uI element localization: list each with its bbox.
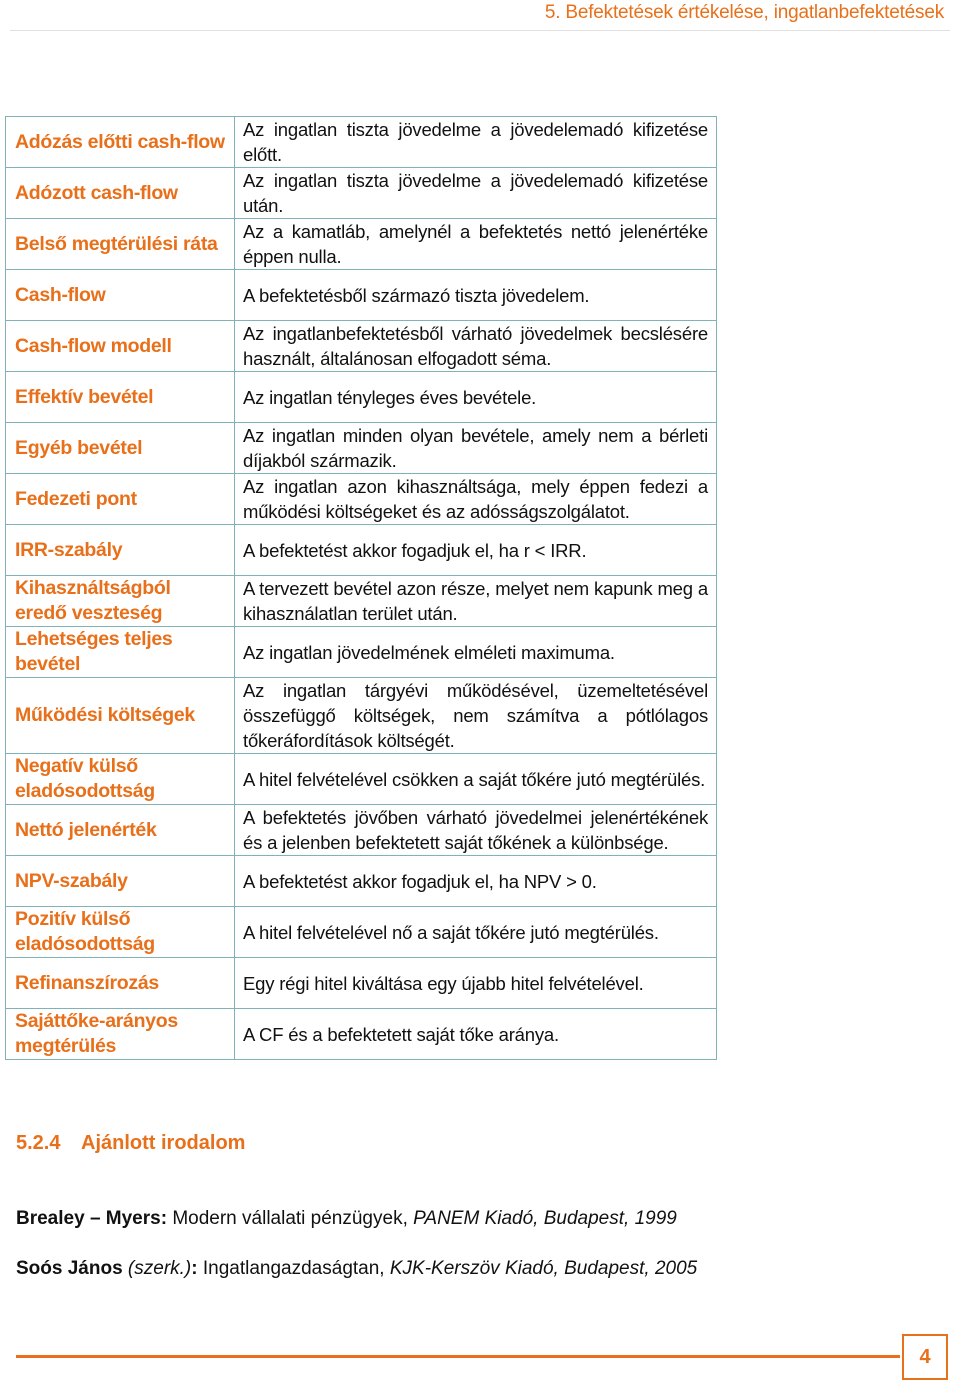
glossary-term: Működési költségek bbox=[6, 678, 235, 754]
reference-editor-note: (szerk.) bbox=[122, 1258, 192, 1279]
glossary-definition: Az ingatlanbefektetésből várható jövedelmek becslésére használt, általánosan elfogadott séma. bbox=[235, 321, 717, 372]
glossary-definition: Az ingatlan tényleges éves bevétele. bbox=[235, 372, 717, 423]
glossary-row bbox=[6, 270, 717, 321]
glossary-row bbox=[6, 576, 717, 627]
glossary-definition: A befektetés jövőben várható jövedelmei jelenértékének és a jelenben befektetett saját tőkének a különbsége. bbox=[235, 805, 717, 856]
glossary-definition: Az ingatlan minden olyan bevétele, amely nem a bérleti díjakból származik. bbox=[235, 423, 717, 474]
glossary-row bbox=[6, 525, 717, 576]
glossary-term: Cash-flow modell bbox=[6, 321, 235, 372]
glossary-definition: A tervezett bevétel azon része, melyet nem kapunk meg a kihasználatlan terület után. bbox=[235, 576, 717, 627]
glossary-term: Pozitív külső eladósodottság bbox=[6, 907, 235, 958]
section-title: Ajánlott irodalom bbox=[81, 1132, 246, 1154]
glossary-term: Adózás előtti cash-flow bbox=[6, 117, 235, 168]
glossary-term: Negatív külső eladósodottság bbox=[6, 754, 235, 805]
glossary-term: NPV-szabály bbox=[6, 856, 235, 907]
glossary-term: Belső megtérülési ráta bbox=[6, 219, 235, 270]
reference-publisher: KJK-Kerszöv Kiadó, Budapest, 2005 bbox=[389, 1258, 698, 1279]
reference-item bbox=[16, 1208, 677, 1230]
glossary-row bbox=[6, 678, 717, 754]
glossary-definition: A befektetést akkor fogadjuk el, ha r < IRR. bbox=[235, 525, 717, 576]
glossary-row bbox=[6, 754, 717, 805]
reference-item bbox=[16, 1258, 697, 1280]
glossary-definition: A hitel felvételével nő a saját tőkére jutó megtérülés. bbox=[235, 907, 717, 958]
glossary-definition: Az ingatlan azon kihasználtsága, mely éppen fedezi a működési költségeket és az adósságszolgálatot. bbox=[235, 474, 717, 525]
glossary-term: Fedezeti pont bbox=[6, 474, 235, 525]
reference-authors: Soós János bbox=[16, 1258, 123, 1279]
glossary-definition: A CF és a befektetett saját tőke aránya. bbox=[235, 1009, 717, 1060]
glossary-table bbox=[5, 116, 717, 1060]
glossary-row bbox=[6, 321, 717, 372]
glossary-term: Effektív bevétel bbox=[6, 372, 235, 423]
glossary-definition: Az ingatlan tárgyévi működésével, üzemeltetésével összefüggő költségek, nem számítva a pótlólagos tőkeráfordítások költségét. bbox=[235, 678, 717, 754]
glossary-term: Lehetséges teljes bevétel bbox=[6, 627, 235, 678]
glossary-row bbox=[6, 117, 717, 168]
glossary-definition: Az a kamatláb, amelynél a befektetés nettó jelenértéke éppen nulla. bbox=[235, 219, 717, 270]
glossary-definition: Az ingatlan tiszta jövedelme a jövedelemadó kifizetése előtt. bbox=[235, 117, 717, 168]
page-number: 4 bbox=[902, 1334, 948, 1380]
glossary-row bbox=[6, 1009, 717, 1060]
glossary-body bbox=[6, 117, 717, 1060]
glossary-definition: Egy régi hitel kiváltása egy újabb hitel felvételével. bbox=[235, 958, 717, 1009]
glossary-definition: A hitel felvételével csökken a saját tőkére jutó megtérülés. bbox=[235, 754, 717, 805]
footer-divider bbox=[16, 1355, 900, 1358]
reference-publisher: PANEM Kiadó, Budapest, 1999 bbox=[413, 1208, 677, 1229]
glossary-row bbox=[6, 856, 717, 907]
reference-title: Modern vállalati pénzügyek, bbox=[167, 1208, 414, 1229]
glossary-definition: Az ingatlan tiszta jövedelme a jövedelemadó kifizetése után. bbox=[235, 168, 717, 219]
glossary-row bbox=[6, 474, 717, 525]
reference-title: Ingatlangazdaságtan, bbox=[197, 1258, 390, 1279]
glossary-definition: A befektetést akkor fogadjuk el, ha NPV > 0. bbox=[235, 856, 717, 907]
glossary-row bbox=[6, 219, 717, 270]
glossary-term: Kihasználtságból eredő veszteség bbox=[6, 576, 235, 627]
section-number: 5.2.4 bbox=[16, 1132, 61, 1154]
glossary-term: Adózott cash-flow bbox=[6, 168, 235, 219]
glossary-definition: Az ingatlan jövedelmének elméleti maximuma. bbox=[235, 627, 717, 678]
reference-authors: Brealey – Myers: bbox=[16, 1208, 168, 1229]
glossary-row bbox=[6, 168, 717, 219]
glossary-definition: A befektetésből származó tiszta jövedelem. bbox=[235, 270, 717, 321]
glossary-term: Sajáttőke-arányos megtérülés bbox=[6, 1009, 235, 1060]
reference-colon: : bbox=[191, 1258, 198, 1279]
glossary-term: Egyéb bevétel bbox=[6, 423, 235, 474]
glossary-term: IRR-szabály bbox=[6, 525, 235, 576]
glossary-row bbox=[6, 805, 717, 856]
glossary-row bbox=[6, 627, 717, 678]
glossary-row bbox=[6, 958, 717, 1009]
glossary-row bbox=[6, 907, 717, 958]
header-divider bbox=[10, 30, 950, 31]
section-heading bbox=[16, 1132, 245, 1155]
glossary-term: Nettó jelenérték bbox=[6, 805, 235, 856]
glossary-term: Cash-flow bbox=[6, 270, 235, 321]
running-header-title: 5. Befektetések értékelése, ingatlanbefektetések bbox=[544, 2, 944, 23]
glossary-row bbox=[6, 372, 717, 423]
glossary-term: Refinanszírozás bbox=[6, 958, 235, 1009]
glossary-row bbox=[6, 423, 717, 474]
